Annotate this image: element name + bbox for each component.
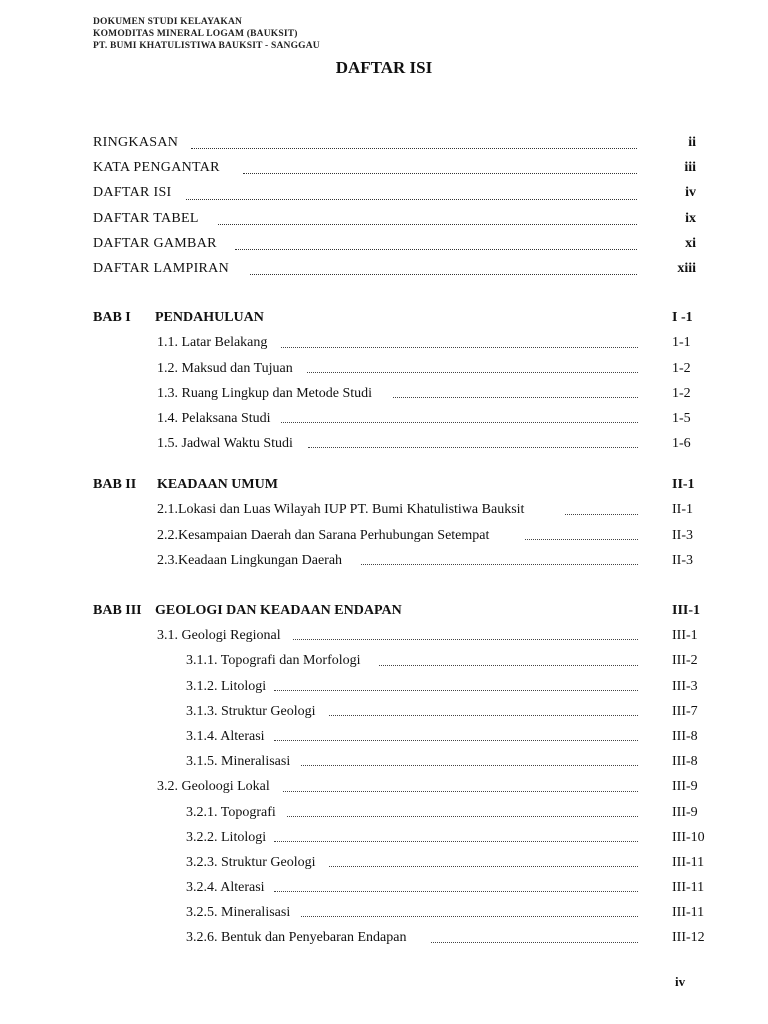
toc-entry[interactable] <box>93 749 710 774</box>
dot-leader <box>250 274 637 275</box>
toc-entry-label: 3.2.1. Topografi <box>186 804 276 820</box>
toc-entry-page: 1-5 <box>672 410 691 426</box>
toc-entry[interactable] <box>93 900 710 925</box>
toc-entry-page: xi <box>685 235 696 251</box>
dot-leader <box>301 916 638 917</box>
dot-leader <box>218 224 637 225</box>
toc-entry-label: 3.1.5. Mineralisasi <box>186 754 291 770</box>
dot-leader <box>283 791 638 792</box>
toc-entry[interactable] <box>93 548 710 573</box>
toc-entry-label: 3.1.3. Struktur Geologi <box>186 703 316 719</box>
dot-leader <box>525 539 638 540</box>
toc-entry-label: 1.5. Jadwal Waktu Studi <box>157 436 293 452</box>
toc-entry[interactable] <box>93 523 710 548</box>
toc-entry[interactable] <box>93 231 710 256</box>
chapter-heading[interactable] <box>93 305 710 330</box>
dot-leader <box>379 665 638 666</box>
toc-entry-page: III-1 <box>672 628 698 644</box>
document-header <box>93 16 320 52</box>
toc-entry-page: 1-6 <box>672 436 691 452</box>
toc-entry-page: 1-2 <box>672 360 691 376</box>
toc-entry-label: DAFTAR ISI <box>93 185 172 201</box>
toc-entry-label: 1.4. Pelaksana Studi <box>157 410 271 426</box>
toc-entry-page: ii <box>688 135 696 150</box>
chapter-number: BAB II <box>93 477 137 493</box>
toc-entry-label: RINGKASAN <box>93 135 179 150</box>
dot-leader <box>191 148 637 149</box>
toc-entry-label: KATA PENGANTAR <box>93 160 220 176</box>
dot-leader <box>565 514 638 515</box>
dot-leader <box>186 199 637 200</box>
toc-entry[interactable] <box>93 875 710 900</box>
toc-entry[interactable] <box>93 724 710 749</box>
header-line-1: DOKUMEN STUDI KELAYAKAN <box>93 17 243 27</box>
toc-entry[interactable] <box>93 256 710 281</box>
toc-entry-page: III-10 <box>672 829 705 845</box>
toc-entry-page: III-7 <box>672 703 698 719</box>
toc-entry-label: 1.3. Ruang Lingkup dan Metode Studi <box>157 385 373 401</box>
toc-entry-label: 3.2.4. Alterasi <box>186 880 265 896</box>
toc-entry-label: DAFTAR TABEL <box>93 210 199 226</box>
toc-entry-page: III-11 <box>672 905 705 921</box>
chapter-title: KEADAAN UMUM <box>157 477 278 493</box>
toc-entry-label: 1.1. Latar Belakang <box>157 335 268 351</box>
chapter-page: I -1 <box>672 310 693 326</box>
dot-leader <box>393 397 638 398</box>
dot-leader <box>431 942 638 943</box>
toc-entry-page: xiii <box>677 260 696 276</box>
toc-entry[interactable] <box>93 356 710 381</box>
toc-entry-page: 1-1 <box>672 335 691 351</box>
chapter-title: PENDAHULUAN <box>155 310 264 326</box>
chapter-heading[interactable] <box>93 472 710 497</box>
toc-entry-page: III-9 <box>672 804 698 820</box>
toc-entry-page: II-1 <box>672 502 693 518</box>
toc-entry-label: 2.2.Kesampaian Daerah dan Sarana Perhubungan Setempat <box>157 527 490 543</box>
toc-entry[interactable] <box>93 330 710 355</box>
dot-leader <box>274 891 638 892</box>
toc-entry-page: 1-2 <box>672 385 691 401</box>
toc-entry[interactable] <box>93 800 710 825</box>
toc-entry[interactable] <box>93 699 710 724</box>
dot-leader <box>307 372 638 373</box>
toc-entry-label: 3.2. Geoloogi Lokal <box>157 779 270 795</box>
toc-entry-label: 3.1.4. Alterasi <box>186 728 265 744</box>
toc-entry-label: DAFTAR GAMBAR <box>93 235 217 251</box>
dot-leader <box>281 347 638 348</box>
toc-entry-label: 3.1. Geologi Regional <box>157 628 281 644</box>
toc-entry-page: II-3 <box>672 527 693 543</box>
toc-entry[interactable] <box>93 130 710 155</box>
toc-entry[interactable] <box>93 623 710 648</box>
toc-entry-label: DAFTAR LAMPIRAN <box>93 260 230 276</box>
toc-entry[interactable] <box>93 648 710 673</box>
toc-entry-label: 3.1.2. Litologi <box>186 678 267 694</box>
toc-entry[interactable] <box>93 497 710 522</box>
chapter-page: III-1 <box>672 603 701 618</box>
toc-entry-page: III-11 <box>672 854 705 870</box>
header-line-3: PT. BUMI KHATULISTIWA BAUKSIT - SANGGAU <box>93 41 320 51</box>
toc-entry-label: 2.1.Lokasi dan Luas Wilayah IUP PT. Bumi Khatulistiwa Bauksit <box>157 502 525 518</box>
toc-entry-page: II-3 <box>672 552 693 568</box>
toc-entry[interactable] <box>93 925 710 950</box>
toc-entry-label: 3.2.2. Litologi <box>186 829 267 845</box>
toc-entry[interactable] <box>93 381 710 406</box>
toc-entry-page: III-8 <box>672 754 698 770</box>
dot-leader <box>274 841 638 842</box>
header-line-2: KOMODITAS MINERAL LOGAM (BAUKSIT) <box>93 29 298 39</box>
page-title: DAFTAR ISI <box>335 58 433 77</box>
toc-entry[interactable] <box>93 674 710 699</box>
dot-leader <box>301 765 638 766</box>
toc-entry-page: iv <box>685 185 696 201</box>
dot-leader <box>281 422 638 423</box>
dot-leader <box>243 173 637 174</box>
toc-entry-label: 1.2. Maksud dan Tujuan <box>157 360 293 376</box>
toc-entry[interactable] <box>93 825 710 850</box>
toc-entry-label: 2.3.Keadaan Lingkungan Daerah <box>157 552 343 568</box>
toc-entry[interactable] <box>93 180 710 205</box>
toc-entry[interactable] <box>93 774 710 799</box>
toc-entry-label: 3.2.6. Bentuk dan Penyebaran Endapan <box>186 930 407 946</box>
dot-leader <box>235 249 637 250</box>
chapter-heading[interactable] <box>93 598 710 623</box>
dot-leader <box>293 639 638 640</box>
toc-entry-label: 3.2.3. Struktur Geologi <box>186 854 316 870</box>
toc-entry[interactable] <box>93 431 710 456</box>
toc-entry-page: iii <box>684 160 696 176</box>
toc-entry-page: III-2 <box>672 653 698 669</box>
chapter-number: BAB III <box>93 603 142 618</box>
dot-leader <box>361 564 638 565</box>
dot-leader <box>287 816 638 817</box>
dot-leader <box>274 740 638 741</box>
table-of-contents <box>93 130 710 951</box>
chapter-page: II-1 <box>672 477 695 493</box>
toc-entry-page: III-8 <box>672 728 698 744</box>
page-number: iv <box>675 974 686 989</box>
dot-leader <box>329 866 638 867</box>
toc-entry[interactable] <box>93 406 710 431</box>
toc-entry-page: III-11 <box>672 880 705 896</box>
toc-entry[interactable] <box>93 850 710 875</box>
chapter-number: BAB I <box>93 310 131 326</box>
dot-leader <box>308 447 638 448</box>
chapter-title: GEOLOGI DAN KEADAAN ENDAPAN <box>155 603 402 618</box>
dot-leader <box>329 715 638 716</box>
toc-entry-page: ix <box>685 210 696 226</box>
toc-entry-label: 3.2.5. Mineralisasi <box>186 905 291 921</box>
toc-entry[interactable] <box>93 206 710 231</box>
toc-entry-label: 3.1.1. Topografi dan Morfologi <box>186 653 361 669</box>
dot-leader <box>274 690 638 691</box>
toc-entry-page: III-3 <box>672 678 698 694</box>
toc-entry[interactable] <box>93 155 710 180</box>
toc-entry-page: III-12 <box>672 930 705 946</box>
toc-entry-page: III-9 <box>672 779 698 795</box>
